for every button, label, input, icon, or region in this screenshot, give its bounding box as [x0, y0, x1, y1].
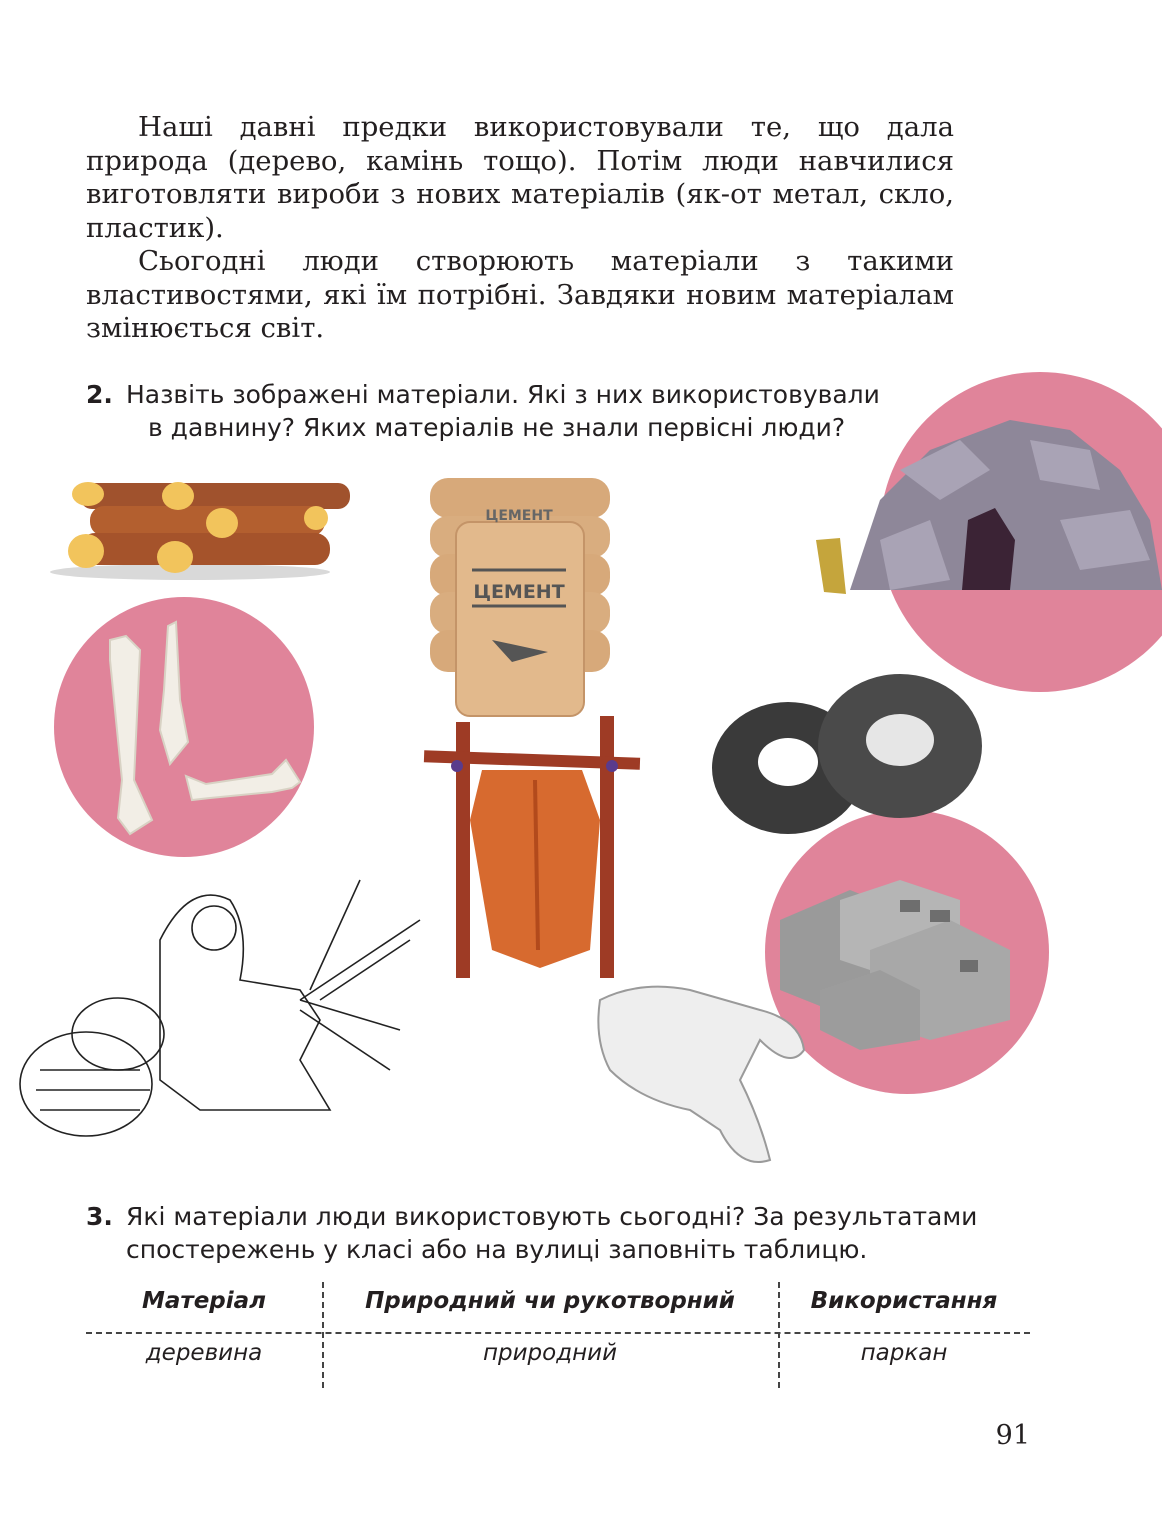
task-2-number: 2.	[86, 380, 113, 409]
cement-label-back: ЦЕМЕНТ	[485, 508, 553, 524]
task-2-line-1: Назвіть зображені матеріали. Які з них використовували	[126, 380, 880, 409]
intro-text	[86, 111, 954, 346]
table-cell-origin[interactable]: природний	[482, 1340, 618, 1366]
tires-icon	[712, 674, 982, 834]
intro-paragraph-2: Сьогодні люди створюють матеріали з такими властивостями, які їм потрібні. Завдяки новим матеріалам змінюється світ.	[86, 245, 954, 344]
weaving-woman-icon	[20, 880, 420, 1136]
task-3-line-2: спостережень у класі або на вулиці заповніть таблицю.	[126, 1235, 868, 1264]
task-3-line-1: Які матеріали люди використовують сьогодні? За результатами	[126, 1202, 978, 1231]
hide-frame-icon	[424, 716, 640, 978]
table-header-material: Матеріал	[141, 1288, 267, 1314]
materials-table	[86, 1282, 1030, 1392]
task-3	[0, 1201, 1162, 1271]
cement-label: ЦЕМЕНТ	[473, 581, 565, 603]
plastic-bag-icon	[598, 987, 804, 1162]
materials-illustration	[0, 360, 1162, 1180]
table-header-origin: Природний чи рукотворний	[365, 1288, 735, 1314]
task-3-number: 3.	[86, 1202, 113, 1231]
task-2-line-2: в давнину? Яких матеріалів не знали первісні люди?	[148, 413, 846, 442]
page-number: 91	[995, 1420, 1030, 1451]
logs-icon	[50, 482, 350, 580]
cement-bags-icon	[430, 478, 610, 716]
table-header-usage: Використання	[810, 1288, 998, 1314]
table-cell-material[interactable]: деревина	[145, 1340, 263, 1366]
intro-paragraph-1: Наші давні предки використовували те, що дала природа (дерево, камінь тощо). Потім люди навчилися виготовляти вироби з нових матеріалів (як-от метал, скло, пластик).	[86, 111, 954, 244]
table-header-divider	[86, 1332, 1030, 1334]
table-cell-usage[interactable]: паркан	[860, 1340, 948, 1366]
